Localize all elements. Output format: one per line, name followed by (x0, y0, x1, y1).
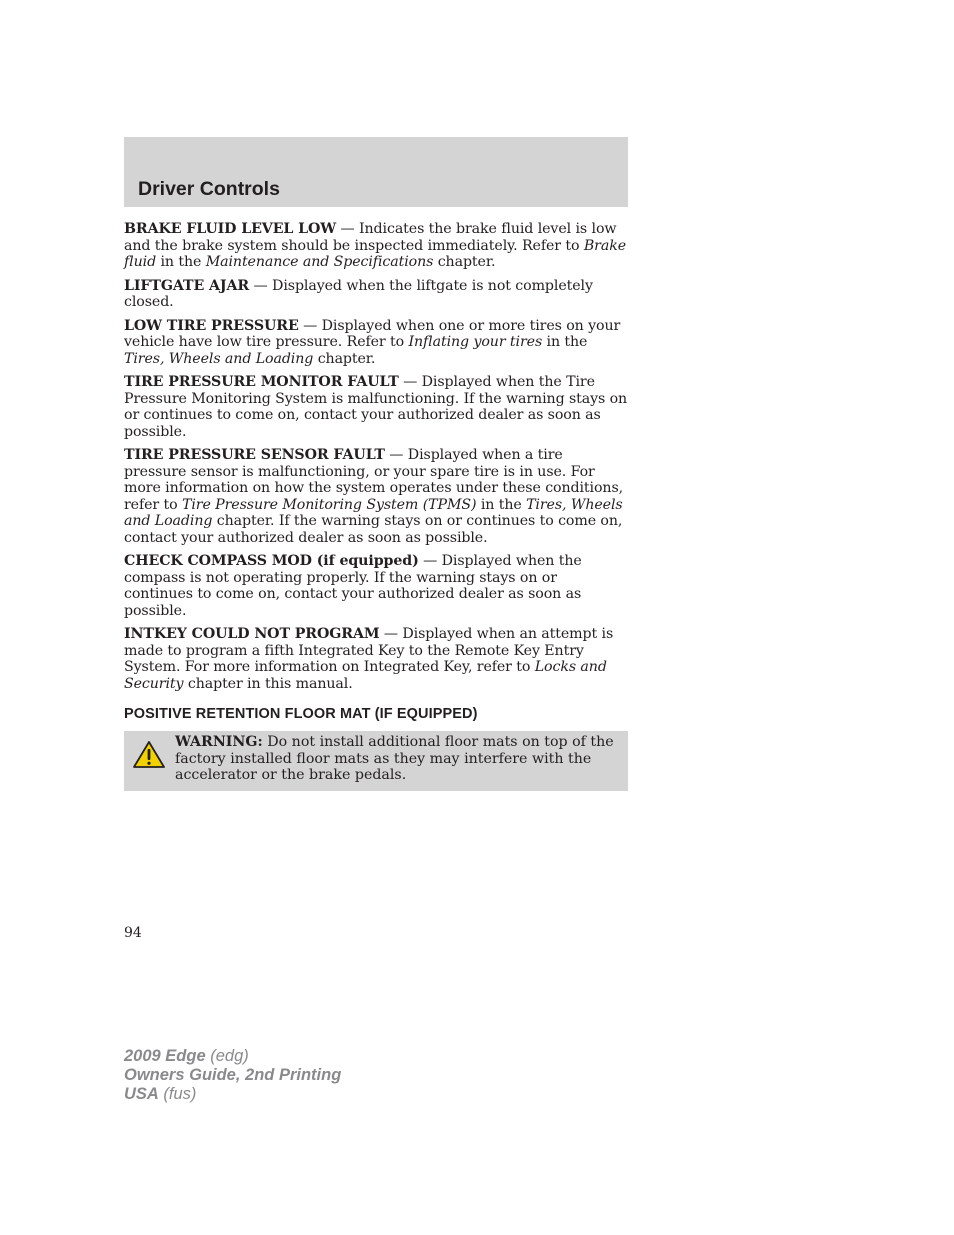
entry-term: LOW TIRE PRESSURE (124, 317, 299, 334)
entry-check-compass-mod: CHECK COMPASS MOD (if equipped) — Displayed when the compass is not operating properly. If the warning stays on or continues to come on, contact your authorized dealer as soon as possible. (124, 553, 582, 619)
entry-brake-fluid-level-low: BRAKE FLUID LEVEL LOW — Indicates the brake fluid level is low and the brake system should be inspected immediately. Refer to Brake fluid in the Maintenance and Specifications chapter. (124, 221, 627, 270)
entry-term: LIFTGATE AJAR (124, 277, 250, 294)
entry-term: CHECK COMPASS MOD (if equipped) (124, 553, 419, 569)
warning-label: WARNING: (175, 734, 263, 750)
entry-intkey-could-not-program: INTKEY COULD NOT PROGRAM — Displayed when an attempt is made to program a fifth Integrated Key to the Remote Key Entry System. For more information on Integrated Key, refer to Locks and Security chapter in this manual. (124, 626, 614, 692)
entry-term: BRAKE FLUID LEVEL LOW (124, 221, 337, 237)
entry-term: TIRE PRESSURE SENSOR FAULT (124, 447, 385, 463)
cross-reference: Tire Pressure Monitoring System (TPMS) (181, 496, 477, 513)
footer (124, 1047, 341, 1104)
cross-reference: Brake fluid (124, 237, 627, 270)
section-heading: POSITIVE RETENTION FLOOR MAT (IF EQUIPPED) (124, 706, 478, 722)
entry-tire-pressure-sensor-fault: TIRE PRESSURE SENSOR FAULT — Displayed when a tire pressure sensor is malfunctioning, or your spare tire is in use. For more information on how the system operates under these conditions, refer to Tire Pressure Monitoring System (TPMS) in the Tires, Wheels and Loading chapter. If the warning stays on or continues to come on, contact your authorized dealer as soon as possible. (124, 447, 624, 546)
cross-reference: Inflating your tires (408, 334, 543, 350)
warning-box (124, 731, 628, 791)
footer-line-2: Owners Guide, 2nd Printing (124, 1066, 342, 1084)
footer-line-3: USA (fus) (124, 1085, 197, 1103)
cross-reference: Maintenance and Specifications (205, 254, 434, 270)
entry-liftgate-ajar: LIFTGATE AJAR — Displayed when the liftgate is not completely closed. (124, 277, 593, 310)
entry-tire-pressure-monitor-fault: TIRE PRESSURE MONITOR FAULT — Displayed when the Tire Pressure Monitoring System is malfunctioning. If the warning stays on or continues to come on, contact your authorized dealer as soon as possible. (124, 374, 628, 440)
entry-term: TIRE PRESSURE MONITOR FAULT (124, 374, 399, 390)
footer-line-1: 2009 Edge (edg) (124, 1047, 249, 1065)
warning-triangle-icon (132, 740, 166, 770)
page-content (124, 221, 628, 791)
cross-reference: Tires, Wheels and Loading (124, 350, 314, 367)
cross-reference: Locks and Security (124, 659, 607, 692)
chapter-header-band (124, 137, 628, 207)
chapter-title: Driver Controls (138, 178, 280, 200)
entry-low-tire-pressure: LOW TIRE PRESSURE — Displayed when one or more tires on your vehicle have low tire pressure. Refer to Inflating your tires in the Tires, Wheels and Loading chapter. (124, 317, 621, 367)
page-number: 94 (124, 925, 142, 941)
entry-term: INTKEY COULD NOT PROGRAM (124, 626, 380, 642)
warning-text: Do not install additional floor mats on top of the factory installed floor mats as they may interfere with the accelerator or the brake pedals. (175, 734, 614, 783)
cross-reference: Tires, Wheels and Loading (124, 496, 623, 529)
